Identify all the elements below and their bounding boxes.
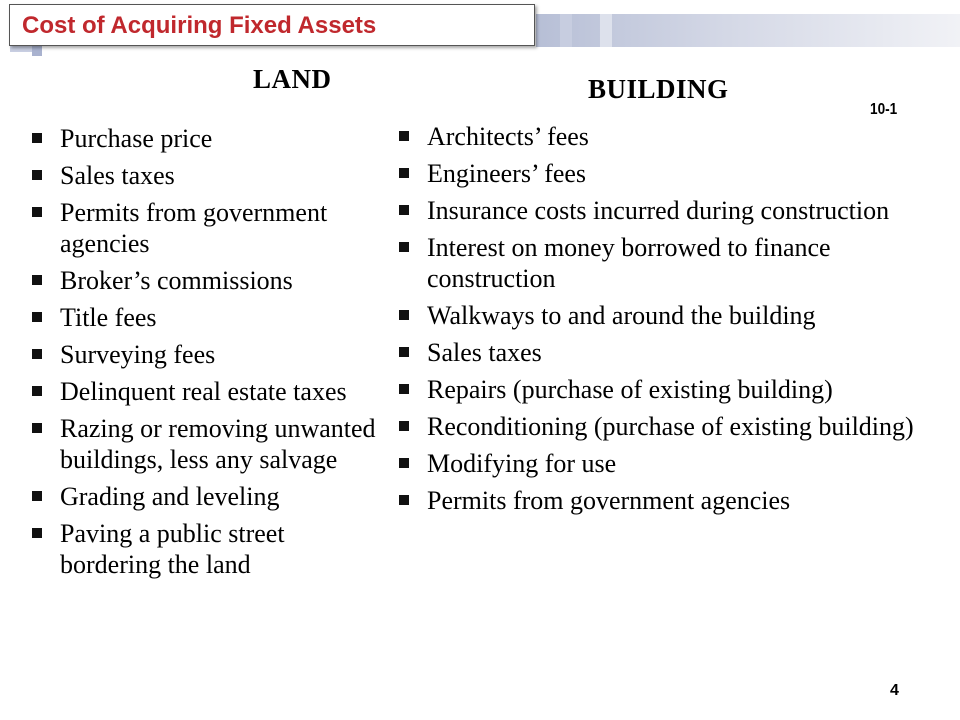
land-list-item [30,413,390,475]
page-number: 4 [890,682,899,699]
land-cost-list [30,123,390,586]
land-list-item [30,123,390,154]
building-item-text: Modifying for use [427,449,617,478]
land-list-item [30,302,390,333]
land-heading: LAND [253,64,332,94]
building-item-text: Reconditioning (purchase of existing building) [427,412,914,441]
building-list-item [397,158,917,189]
square-bullet-icon [399,131,409,141]
land-item-text: Delinquent real estate taxes [60,377,347,406]
building-list-item [397,300,917,331]
square-bullet-icon [32,275,42,285]
building-cost-list [397,121,917,522]
square-bullet-icon [399,421,409,431]
slide-reference: 10-1 [870,101,898,118]
land-list-item [30,481,390,512]
square-bullet-icon [399,347,409,357]
building-item-text: Walkways to and around the building [427,301,816,330]
building-item-text: Repairs (purchase of existing building) [427,375,833,404]
building-item-text: Permits from government agencies [427,486,791,515]
building-list-item [397,374,917,405]
building-heading: BUILDING [588,74,729,104]
square-bullet-icon [399,205,409,215]
building-item-text: Engineers’ fees [427,159,587,188]
square-bullet-icon [32,133,42,143]
land-item-text: Purchase price [60,124,213,153]
land-list-item [30,339,390,370]
land-item-text: Sales taxes [60,161,175,190]
square-bullet-icon [399,495,409,505]
square-bullet-icon [399,168,409,178]
square-bullet-icon [32,528,42,538]
header-accent-tab [32,46,42,56]
land-item-text: Grading and leveling [60,482,280,511]
building-item-text: Insurance costs incurred during construction [427,196,890,225]
square-bullet-icon [32,207,42,217]
land-list-item [30,265,390,296]
building-list-item [397,448,917,479]
square-bullet-icon [32,312,42,322]
square-bullet-icon [32,386,42,396]
square-bullet-icon [32,491,42,501]
square-bullet-icon [399,310,409,320]
square-bullet-icon [32,170,42,180]
building-list-item [397,411,917,442]
square-bullet-icon [399,384,409,394]
land-item-text: Surveying fees [60,340,216,369]
land-list-item [30,160,390,191]
land-list-item [30,518,390,580]
building-list-item [397,232,917,294]
building-item-text: Sales taxes [427,338,542,367]
land-list-item [30,376,390,407]
building-list-item [397,337,917,368]
square-bullet-icon [399,458,409,468]
building-item-text: Architects’ fees [427,122,589,151]
land-item-text: Permits from government agencies [60,198,328,258]
land-list-item [30,197,390,259]
header-stripe [560,14,572,47]
square-bullet-icon [32,349,42,359]
land-item-text: Paving a public street bordering the land [60,519,285,579]
building-list-item [397,485,917,516]
building-item-text: Interest on money borrowed to finance construction [427,233,831,293]
slide-title: Cost of Acquiring Fixed Assets [9,4,535,46]
building-list-item [397,121,917,152]
square-bullet-icon [399,242,409,252]
land-item-text: Title fees [60,303,157,332]
square-bullet-icon [32,423,42,433]
land-item-text: Broker’s commissions [60,266,293,295]
land-item-text: Razing or removing unwanted buildings, less any salvage [60,414,376,474]
building-list-item [397,195,917,226]
header-stripe [600,14,612,47]
